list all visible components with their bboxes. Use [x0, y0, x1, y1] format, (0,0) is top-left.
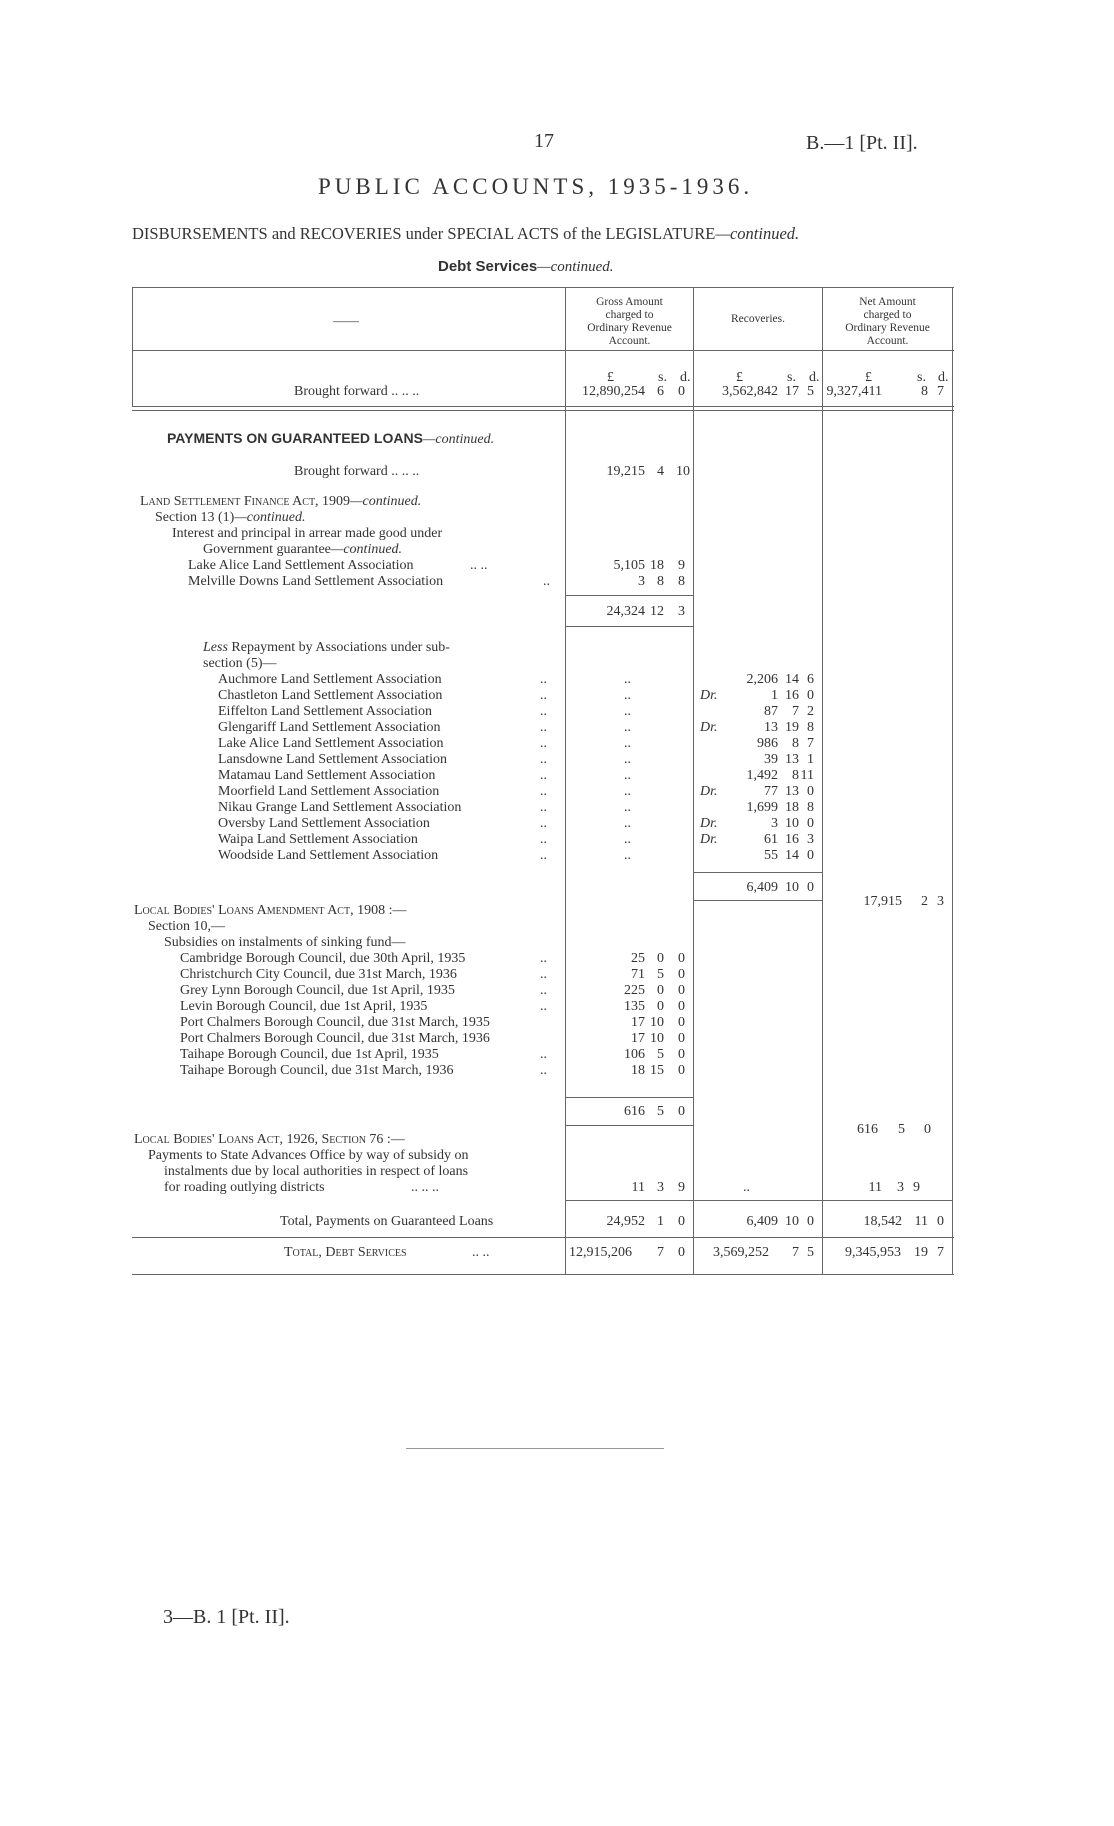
- heading-continued: —continued.: [422, 432, 495, 447]
- less-word: Less: [203, 640, 228, 655]
- recoveries-shillings: 19: [785, 720, 799, 735]
- divider: [406, 1448, 664, 1449]
- gross-dots: ..: [624, 800, 631, 815]
- section-13-heading: [155, 510, 305, 526]
- recoveries-shillings: 10: [785, 1214, 799, 1229]
- recoveries-shillings: 16: [785, 688, 799, 703]
- interest-line-2: [203, 542, 402, 558]
- leader-dots: ..: [540, 848, 547, 863]
- less-repayment-line-2: section (5)—: [203, 656, 277, 671]
- debit-marker: Dr.: [700, 832, 718, 847]
- gross-shillings: 5: [657, 1047, 664, 1062]
- gross-shillings: 10: [650, 1031, 664, 1046]
- net-pence: 7: [937, 1245, 944, 1260]
- local-bodies-act-heading: Local Bodies' Loans Act, 1926, Section 76 :—: [134, 1132, 405, 1147]
- recoveries-shillings: 16: [785, 832, 799, 847]
- net-pence: 3: [937, 894, 944, 909]
- recoveries-pounds: 3: [771, 816, 778, 831]
- councils-total-pence: 0: [678, 1104, 685, 1119]
- recoveries-pence: 1: [807, 752, 814, 767]
- recoveries-pounds: 61: [764, 832, 778, 847]
- leader-dots: ..: [540, 967, 547, 982]
- gross-pounds: 25: [631, 951, 645, 966]
- interest-line-1: Interest and principal in arrear made good under: [172, 526, 443, 541]
- net-pounds: 17,915: [863, 894, 902, 909]
- page-number: 17: [534, 130, 554, 152]
- row-label: Matamau Land Settlement Association: [218, 768, 436, 783]
- row-label: Port Chalmers Borough Council, due 31st March, 1936: [180, 1031, 490, 1046]
- leader-dots: ..: [540, 1063, 547, 1078]
- debit-marker: Dr.: [700, 784, 718, 799]
- land-settlement-act-heading: [140, 494, 421, 510]
- leader-dots: ..: [540, 1047, 547, 1062]
- gross-dots: ..: [624, 720, 631, 735]
- row-label: Port Chalmers Borough Council, due 31st March, 1935: [180, 1015, 490, 1030]
- leader-dots: ..: [543, 574, 550, 589]
- leader-dots: .. ..: [472, 1245, 490, 1260]
- gross-shillings: 18: [650, 558, 664, 573]
- gross-shillings: 5: [657, 967, 664, 982]
- row-label: Cambridge Borough Council, due 30th April, 1935: [180, 951, 466, 966]
- row-label: Waipa Land Settlement Association: [218, 832, 418, 847]
- gross-dots: ..: [624, 688, 631, 703]
- table-left-rule: [132, 287, 133, 407]
- net-header-line: Ordinary Revenue: [845, 322, 930, 334]
- total-guaranteed-label: Total, Payments on Guaranteed Loans: [280, 1214, 494, 1229]
- unit-pound: £: [865, 370, 872, 385]
- gross-dots: ..: [624, 704, 631, 719]
- unit-shilling: s.: [917, 370, 926, 385]
- recoveries-pence: 11: [800, 768, 814, 783]
- payments-line-3: for roading outlying districts: [164, 1180, 325, 1195]
- table-bottom-rule: [132, 1274, 954, 1275]
- leader-dots: ..: [540, 999, 547, 1014]
- row-label: Lake Alice Land Settlement Association: [218, 736, 444, 751]
- net-column-header: [823, 296, 952, 348]
- gross-dots: ..: [624, 816, 631, 831]
- page-title: PUBLIC ACCOUNTS, 1935-1936.: [318, 174, 754, 199]
- gross-header-line: Ordinary Revenue: [587, 322, 672, 334]
- gross-pounds: 11: [631, 1180, 645, 1195]
- subtotal-pounds: 24,324: [606, 604, 645, 619]
- recoveries-pounds: 87: [764, 704, 778, 719]
- recoveries-pence: 0: [807, 688, 814, 703]
- local-bodies-amendment-act-heading: Local Bodies' Loans Amendment Act, 1908 :—: [134, 903, 407, 918]
- row-label: Levin Borough Council, due 1st April, 1935: [180, 999, 428, 1014]
- subtitle-continued: —continued.: [715, 224, 800, 243]
- label-column-header: ——: [333, 313, 359, 328]
- recoveries-pounds: 39: [764, 752, 778, 767]
- net-shillings: 5: [898, 1122, 905, 1137]
- recoveries-shillings: 13: [785, 784, 799, 799]
- row-label: Melville Downs Land Settlement Association: [188, 574, 444, 589]
- net-shillings: 11: [914, 1214, 928, 1229]
- gross-pence: 9: [678, 558, 685, 573]
- recoveries-pounds: 2,206: [746, 672, 778, 687]
- gross-shillings: 4: [657, 464, 664, 479]
- recoveries-shillings: 8: [792, 768, 799, 783]
- debit-marker: Dr.: [700, 688, 718, 703]
- debit-marker: Dr.: [700, 720, 718, 735]
- gross-column-header: [566, 296, 693, 348]
- recoveries-pounds: 3,569,252: [713, 1245, 769, 1260]
- recoveries-pounds: 986: [757, 736, 778, 751]
- net-shillings: 19: [914, 1245, 928, 1260]
- guaranteed-loans-heading: [167, 430, 494, 448]
- payments-total-rule: [566, 1200, 952, 1201]
- net-pence: 0: [924, 1122, 931, 1137]
- header-bottom-rule: [132, 350, 954, 351]
- row-label: Moorfield Land Settlement Association: [218, 784, 440, 799]
- recoveries-dots: ..: [743, 1180, 750, 1195]
- section-title-main: Debt Services: [438, 258, 538, 275]
- leader-dots: ..: [540, 736, 547, 751]
- gross-pounds: 18: [631, 1063, 645, 1078]
- gross-pounds: 24,952: [606, 1214, 645, 1229]
- row-label: Chastleton Land Settlement Association: [218, 688, 443, 703]
- gross-pence: 0: [678, 384, 685, 399]
- gross-shillings: 0: [657, 951, 664, 966]
- recoveries-pounds: 1: [771, 688, 778, 703]
- recoveries-column-header: Recoveries.: [731, 313, 785, 325]
- gross-pence: 10: [676, 464, 690, 479]
- gross-pence: 9: [678, 1180, 685, 1195]
- subtotal-rule: [566, 595, 693, 596]
- gross-dots: ..: [624, 848, 631, 863]
- recoveries-shillings: 14: [785, 848, 799, 863]
- row-label: Auchmore Land Settlement Association: [218, 672, 442, 687]
- row-label: Oversby Land Settlement Association: [218, 816, 430, 831]
- leader-dots: ..: [540, 816, 547, 831]
- gross-pounds: 12,890,254: [582, 384, 645, 399]
- table-right-rule: [952, 287, 953, 1275]
- row-label: Eiffelton Land Settlement Association: [218, 704, 432, 719]
- debit-marker: Dr.: [700, 816, 718, 831]
- subtotal-bottom-rule: [566, 626, 693, 627]
- section-title: [438, 258, 613, 276]
- row-label: Woodside Land Settlement Association: [218, 848, 439, 863]
- recoveries-shillings: 13: [785, 752, 799, 767]
- leader-dots: ..: [540, 752, 547, 767]
- gross-pence: 0: [678, 1031, 685, 1046]
- leader-dots: ..: [540, 720, 547, 735]
- gross-pence: 0: [678, 1063, 685, 1078]
- row-label: Grey Lynn Borough Council, due 1st April, 1935: [180, 983, 455, 998]
- gross-pence: 0: [678, 1047, 685, 1062]
- footer-signature: 3—B. 1 [Pt. II].: [163, 1606, 290, 1628]
- net-pounds: 9,345,953: [845, 1245, 901, 1260]
- document-reference: B.—1 [Pt. II].: [806, 132, 918, 154]
- row-label: Nikau Grange Land Settlement Association: [218, 800, 462, 815]
- gross-pence: 0: [678, 983, 685, 998]
- recoveries-pounds: 3,562,842: [722, 384, 778, 399]
- section-name: Section 13 (1): [155, 510, 235, 525]
- gross-shillings: 7: [657, 1245, 664, 1260]
- recoveries-shillings: 10: [785, 816, 799, 831]
- payments-line-1: Payments to State Advances Office by way of subsidy on: [148, 1148, 469, 1163]
- net-column-rule: [822, 287, 823, 1275]
- brought-forward-rule-2: [132, 410, 954, 411]
- leader-dots: ..: [540, 768, 547, 783]
- recoveries-pence: 0: [807, 1214, 814, 1229]
- recoveries-pounds: 13: [764, 720, 778, 735]
- row-label: Taihape Borough Council, due 31st March, 1936: [180, 1063, 454, 1078]
- gross-shillings: 10: [650, 1015, 664, 1030]
- interest-continued: —continued.: [330, 542, 403, 557]
- leader-dots: ..: [540, 688, 547, 703]
- recoveries-pounds: 55: [764, 848, 778, 863]
- recoveries-pence: 0: [807, 816, 814, 831]
- net-pounds: 18,542: [863, 1214, 902, 1229]
- recoveries-shillings: 7: [792, 704, 799, 719]
- gross-shillings: 0: [657, 999, 664, 1014]
- net-header-line: charged to: [863, 309, 912, 321]
- repayment-total-bottom-rule: [694, 900, 822, 901]
- recoveries-pence: 0: [807, 848, 814, 863]
- net-pence: 7: [937, 384, 944, 399]
- payments-line-2: instalments due by local authorities in respect of loans: [164, 1164, 469, 1179]
- gross-shillings: 8: [657, 574, 664, 589]
- gross-header-line: Account.: [608, 335, 651, 347]
- recoveries-pence: 8: [807, 800, 814, 815]
- total-debt-services-label: Total, Debt Services: [284, 1245, 407, 1260]
- gross-pence: 0: [678, 951, 685, 966]
- repayment-total-pounds: 6,409: [746, 880, 778, 895]
- gross-header-line: charged to: [605, 309, 654, 321]
- subtotal-pence: 3: [678, 604, 685, 619]
- leader-dots: ..: [540, 784, 547, 799]
- unit-pound: £: [736, 370, 743, 385]
- recoveries-pence: 7: [807, 736, 814, 751]
- unit-pence: d.: [938, 370, 949, 385]
- brought-forward-rule: [132, 406, 954, 407]
- gross-pounds: 3: [638, 574, 645, 589]
- leader-dots: ..: [540, 704, 547, 719]
- recoveries-pence: 0: [807, 784, 814, 799]
- councils-total-bottom-rule: [566, 1125, 693, 1126]
- section-title-continued: —continued.: [537, 259, 614, 275]
- gross-shillings: 6: [657, 384, 664, 399]
- gross-pounds: 135: [624, 999, 645, 1014]
- total-rule: [132, 1237, 954, 1238]
- repayment-total-pence: 0: [807, 880, 814, 895]
- section-continued: —continued.: [234, 510, 306, 525]
- recoveries-pounds: 6,409: [746, 1214, 778, 1229]
- gross-pence: 0: [678, 1214, 685, 1229]
- recoveries-pence: 8: [807, 720, 814, 735]
- net-pounds: 616: [857, 1122, 878, 1137]
- gross-header-line: Gross Amount: [596, 296, 663, 308]
- councils-total-pounds: 616: [624, 1104, 645, 1119]
- councils-total-shillings: 5: [657, 1104, 664, 1119]
- gross-pence: 0: [678, 967, 685, 982]
- net-shillings: 3: [897, 1180, 904, 1195]
- less-text: Repayment by Associations under sub-: [231, 640, 450, 655]
- net-pounds: 11: [868, 1180, 882, 1195]
- gross-pounds: 19,215: [606, 464, 645, 479]
- recoveries-pounds: 1,492: [746, 768, 778, 783]
- gross-pence: 0: [678, 999, 685, 1014]
- interest-text: Government guarantee: [203, 542, 331, 557]
- gross-pounds: 17: [631, 1015, 645, 1030]
- leader-dots: .. .. ..: [411, 1180, 439, 1195]
- leader-dots: .. ..: [470, 558, 488, 573]
- row-label: Lake Alice Land Settlement Association: [188, 558, 414, 573]
- net-pounds: 9,327,411: [826, 384, 882, 399]
- gross-pence: 0: [678, 1245, 685, 1260]
- act-name: Land Settlement Finance Act, 1909: [140, 494, 351, 509]
- unit-pence: d.: [680, 370, 691, 385]
- net-pence: 0: [937, 1214, 944, 1229]
- leader-dots: ..: [540, 800, 547, 815]
- recoveries-shillings: 14: [785, 672, 799, 687]
- net-shillings: 8: [921, 384, 928, 399]
- unit-pound: £: [607, 370, 614, 385]
- row-label: Christchurch City Council, due 31st March, 1936: [180, 967, 457, 982]
- gross-shillings: 0: [657, 983, 664, 998]
- gross-pounds: 106: [624, 1047, 645, 1062]
- recoveries-column-rule: [693, 287, 694, 1275]
- leader-dots: ..: [540, 832, 547, 847]
- recoveries-pence: 3: [807, 832, 814, 847]
- recoveries-pence: 5: [807, 1245, 814, 1260]
- leader-dots: ..: [540, 983, 547, 998]
- leader-dots: ..: [540, 951, 547, 966]
- gross-shillings: 3: [657, 1180, 664, 1195]
- recoveries-pence: 5: [807, 384, 814, 399]
- gross-dots: ..: [624, 736, 631, 751]
- recoveries-shillings: 18: [785, 800, 799, 815]
- subsidies-heading: Subsidies on instalments of sinking fund—: [164, 935, 406, 950]
- page-subtitle: [132, 224, 799, 244]
- subtitle-main: DISBURSEMENTS and RECOVERIES under SPECIAL ACTS of the LEGISLATURE: [132, 224, 716, 243]
- repayment-total-rule: [694, 872, 822, 873]
- gross-pounds: 5,105: [613, 558, 645, 573]
- leader-dots: ..: [540, 672, 547, 687]
- unit-shilling: s.: [658, 370, 667, 385]
- councils-total-rule: [566, 1097, 693, 1098]
- gross-shillings: 15: [650, 1063, 664, 1078]
- heading-main: PAYMENTS ON GUARANTEED LOANS: [167, 430, 423, 446]
- gross-shillings: 1: [657, 1214, 664, 1229]
- recoveries-shillings: 8: [792, 736, 799, 751]
- recoveries-shillings: 7: [792, 1245, 799, 1260]
- gross-pence: 0: [678, 1015, 685, 1030]
- gross-dots: ..: [624, 832, 631, 847]
- recoveries-pence: 2: [807, 704, 814, 719]
- gross-pounds: 17: [631, 1031, 645, 1046]
- net-shillings: 2: [921, 894, 928, 909]
- act-continued: —continued.: [350, 494, 422, 509]
- row-label: Brought forward .. .. ..: [294, 384, 420, 399]
- row-label: Lansdowne Land Settlement Association: [218, 752, 448, 767]
- gross-dots: ..: [624, 784, 631, 799]
- gross-pounds: 71: [631, 967, 645, 982]
- brought-forward-label: Brought forward .. .. ..: [294, 464, 420, 479]
- gross-dots: ..: [624, 672, 631, 687]
- repayment-total-shillings: 10: [785, 880, 799, 895]
- recoveries-pence: 6: [807, 672, 814, 687]
- gross-pounds: 12,915,206: [569, 1245, 632, 1260]
- recoveries-shillings: 17: [785, 384, 799, 399]
- gross-pence: 8: [678, 574, 685, 589]
- gross-dots: ..: [624, 768, 631, 783]
- net-header-line: Net Amount: [859, 296, 916, 308]
- recoveries-pounds: 77: [764, 784, 778, 799]
- section-10-heading: Section 10,—: [148, 919, 225, 934]
- net-header-line: Account.: [866, 335, 909, 347]
- gross-column-rule: [565, 287, 566, 1275]
- row-label: Taihape Borough Council, due 1st April, 1935: [180, 1047, 439, 1062]
- less-repayment-line-1: [203, 640, 450, 656]
- gross-pounds: 225: [624, 983, 645, 998]
- unit-pence: d.: [809, 370, 820, 385]
- unit-shilling: s.: [787, 370, 796, 385]
- subtotal-shillings: 12: [650, 604, 664, 619]
- row-label: Glengariff Land Settlement Association: [218, 720, 441, 735]
- table-top-rule: [132, 287, 954, 288]
- recoveries-pounds: 1,699: [746, 800, 778, 815]
- net-pence: 9: [913, 1180, 920, 1195]
- gross-dots: ..: [624, 752, 631, 767]
